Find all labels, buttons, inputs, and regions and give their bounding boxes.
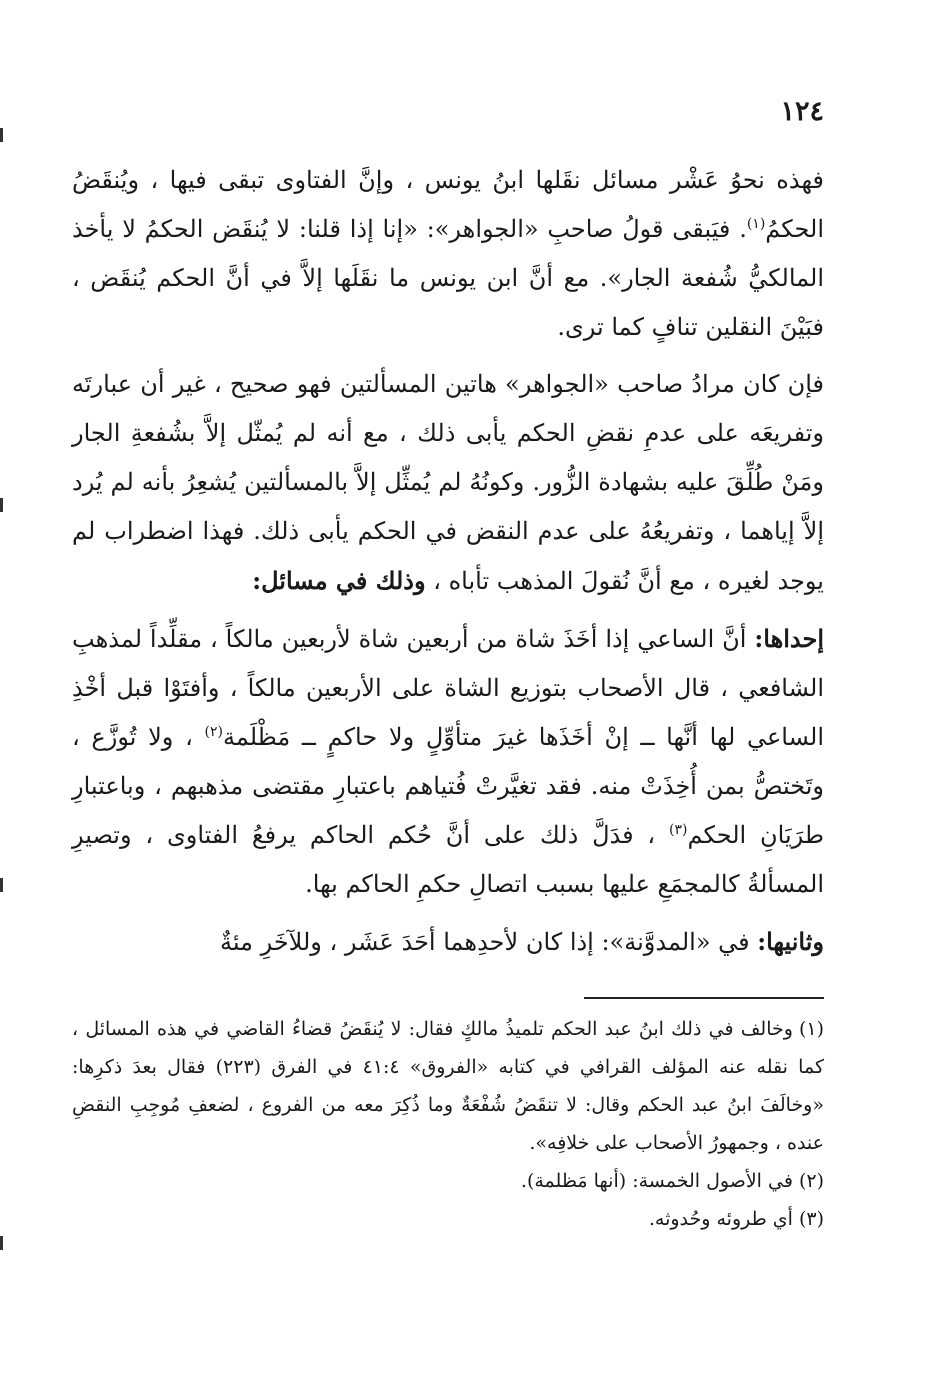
footnote-separator bbox=[584, 997, 824, 999]
paragraph-lead: إحداها: bbox=[754, 624, 824, 653]
text-run: . فيَبقى قولُ صاحبِ «الجواهر»: «إنا إذا قلنا: لا يُنقَض الحكمُ لا يأخذ المالكيُّ شُفعة الجار». مع أنَّ ابن يونس ما نقَلَها إلاَّ في أنَّ الحكم يُنقَض ، فبَيْنَ النقلين تنافٍ كما ترى. bbox=[72, 215, 824, 341]
text-run: في «المدوَّنة»: إذا كان لأحدِهما أحَدَ عَشَر ، وللآخَرِ مئةٌ bbox=[220, 928, 758, 956]
margin-mark bbox=[0, 498, 3, 512]
margin-mark bbox=[0, 1236, 3, 1250]
margin-mark bbox=[0, 128, 3, 142]
footnotes bbox=[72, 1010, 824, 1238]
footnote-number: (٣) bbox=[798, 1208, 824, 1230]
footnote-text: أي طروئه وحُدوثه. bbox=[648, 1208, 793, 1230]
footnote-text: وخالف في ذلك ابنُ عبد الحكم تلميذُ مالكٍ فقال: لا يُنقَضُ قضاءُ القاضي في هذه المسائل ، كما نقله عنه المؤلف القرافي في كتابه «الفروق» ٤١:٤ في الفرق (٢٢٣) فقال بعدَ ذكرِها: «وخالَفَ ابنُ عبد الحكم وقال: لا تنقَضُ شُفْعَةٌ وما ذُكِرَ معه من الفروع ، لضعفِ مُوجِبِ النقضِ عنده ، وجمهورُ الأصحاب على خلافِه». bbox=[72, 1018, 824, 1154]
paragraph bbox=[72, 360, 824, 606]
footnote-number: (١) bbox=[798, 1018, 824, 1040]
text-run: أنَّ الساعي إذا أخَذَ شاة من أربعين شاة لأربعين مالكاً ، مقلِّداً لمذهبِ الشافعي ، قال الأصحاب بتوزيع الشاة على الأربعين مالكاً ، وأفتَوْا قبل أخْذِ الساعي لها أنَّها ــ إنْ أخَذَها غيرَ متأوِّلٍ ولا حاكمٍ ــ مَظْلَمة bbox=[72, 625, 824, 751]
footnote-number: (٢) bbox=[798, 1170, 824, 1192]
text-run: ، ولا تُوزَّع ، وتَختصُّ بمن أُخِذَتْ منه. فقد تغيَّرتْ فُتياهم باعتبارِ مقتضى مذهبهم ، وباعتبارِ طرَيَانِ الحكم bbox=[72, 723, 824, 849]
footnote-reference: (٣) bbox=[669, 822, 688, 838]
footnote-reference: (٢) bbox=[204, 724, 223, 740]
footnote bbox=[72, 1010, 824, 1162]
main-text bbox=[72, 156, 824, 975]
book-page bbox=[72, 80, 824, 1340]
footnote bbox=[72, 1162, 824, 1200]
footnote-reference: (١) bbox=[746, 216, 766, 232]
text-run: فإن كان مرادُ صاحب «الجواهر» هاتين المسألتين فهو صحيح ، غير أن عبارتَه وتفريعَه على عدمِ نقضِ الحكم يأبى ذلك ، مع أنه لم يُمثّل إلاَّ بشُفعةِ الجار ومَنْ طُلِّقَ عليه بشهادة الزُّور. وكونُهُ لم يُمثِّل إلاَّ بالمسألتين يُشعِرُ بأنه لم يُرد إلاَّ إياهما ، وتفريعُهُ على عدم النقض في الحكم يأبى ذلك. فهذا اضطراب لم يوجد لغيره ، مع أنَّ نُقولَ المذهب تأباه ، bbox=[72, 370, 824, 595]
paragraph bbox=[72, 917, 824, 967]
footnote bbox=[72, 1200, 824, 1238]
paragraph bbox=[72, 614, 824, 909]
footnote-text: في الأصول الخمسة: (أنها مَظلمة). bbox=[520, 1170, 793, 1192]
bold-text: وذلك في مسائل: bbox=[252, 566, 426, 595]
text-run: ، فدَلَّ ذلك على أنَّ حُكم الحاكم يرفعُ الفتاوى ، وتصيرِ المسألةُ كالمجمَعِ عليها بسبب اتصالِ حكمِ الحاكم بها. bbox=[72, 821, 824, 898]
paragraph-lead: وثانيها: bbox=[757, 927, 824, 956]
margin-mark bbox=[0, 878, 3, 892]
page-number: ١٢٤ bbox=[780, 96, 824, 127]
text-run: فهذه نحوُ عَشْر مسائل نقَلها ابنُ يونس ، وإنَّ الفتاوى تبقى فيها ، ويُنقَضُ الحكمُ bbox=[72, 166, 824, 243]
paragraph bbox=[72, 156, 824, 352]
